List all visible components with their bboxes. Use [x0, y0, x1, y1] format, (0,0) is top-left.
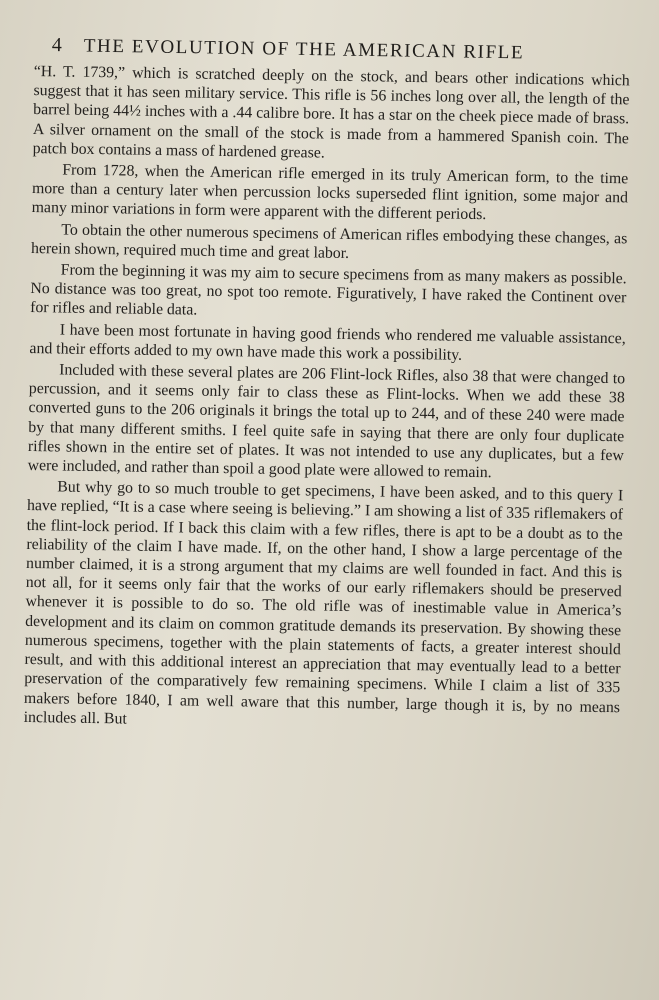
- page-number: 4: [51, 34, 62, 57]
- paragraph-1: “H. T. 1739,” which is scratched deeply on the stock, and bears other indications which suggest that it has seen military service. This rifle is 56 inches long over all, the length of the barrel being 44½ inches with a .44 calibre bore. It has a star on the cheek piece made of brass. A silver ornament on the small of the stock is made from a hammered Spanish coin. The patch box contains a mass of hardened grease.: [32, 62, 630, 162]
- paragraph-2: From 1728, when the American rifle emerged in its truly American form, to the time more than a century later when percussion locks superseded flint ignition, some major and many minor variations in form were apparent with the different periods.: [31, 161, 629, 224]
- paragraph-6: Included with these several plates are 206 Flint-lock Rifles, also 38 that were changed to percussion, and it seems only fair to class these as Flint-locks. When we add these 38 converted guns to the 206 originals it brings the total up to 244, and of these 240 were made by that many different smiths. I feel quite safe in saying that there are only four duplicate rifles shown in the entire set of plates. It was not intended to use any duplicates, but a few were included, and rather than spoil a good plate were allowed to remain.: [27, 361, 626, 482]
- running-head: THE EVOLUTION OF THE AMERICAN RIFLE: [83, 35, 525, 64]
- paragraph-3: To obtain the other numerous specimens of American rifles embodying these changes, as herein shown, required much time and great labor.: [30, 221, 628, 262]
- paragraph-5: I have been most fortunate in having good friends who rendered me valuable assistance, and their efforts added to my own have made this work a possibility.: [29, 321, 626, 364]
- paragraph-4: From the beginning it was my aim to secure specimens from as many makers as possible. No distance was too great, no spot too remote. Figuratively, I have raked the Continent over for rifles and reliable data.: [30, 261, 627, 320]
- paragraph-7: But why go to so much trouble to get specimens, I have been asked, and to this query I have replied, “It is a case where seeing is believing.” I am showing a list of 335 riflemakers of the flint-lock period. If I back this claim with a few rifles, there is apt to be a doubt as to the reliability of the claim I have made. If, on the other hand, I show a large percentage of the number claimed, it is a strong argument that my claims are well founded in fact. And this is not all, for it seems only fair that the works of our early riflemakers should be preserved whenever it is possible to do so. The old rifle was of inestimable value in America’s development and its claim on common gratitude demands its preservation. By showing these numerous specimens, together with the plain statements of facts, a greater interest should result, and with this additional interest an appreciation that may eventually lead to a better preservation of the comparatively few remaining specimens. While I claim a list of 335 makers before 1840, I am well aware that this number, large though it is, by no means includes all. But: [23, 478, 624, 728]
- body-text: [24, 62, 630, 738]
- page-header: [52, 34, 612, 66]
